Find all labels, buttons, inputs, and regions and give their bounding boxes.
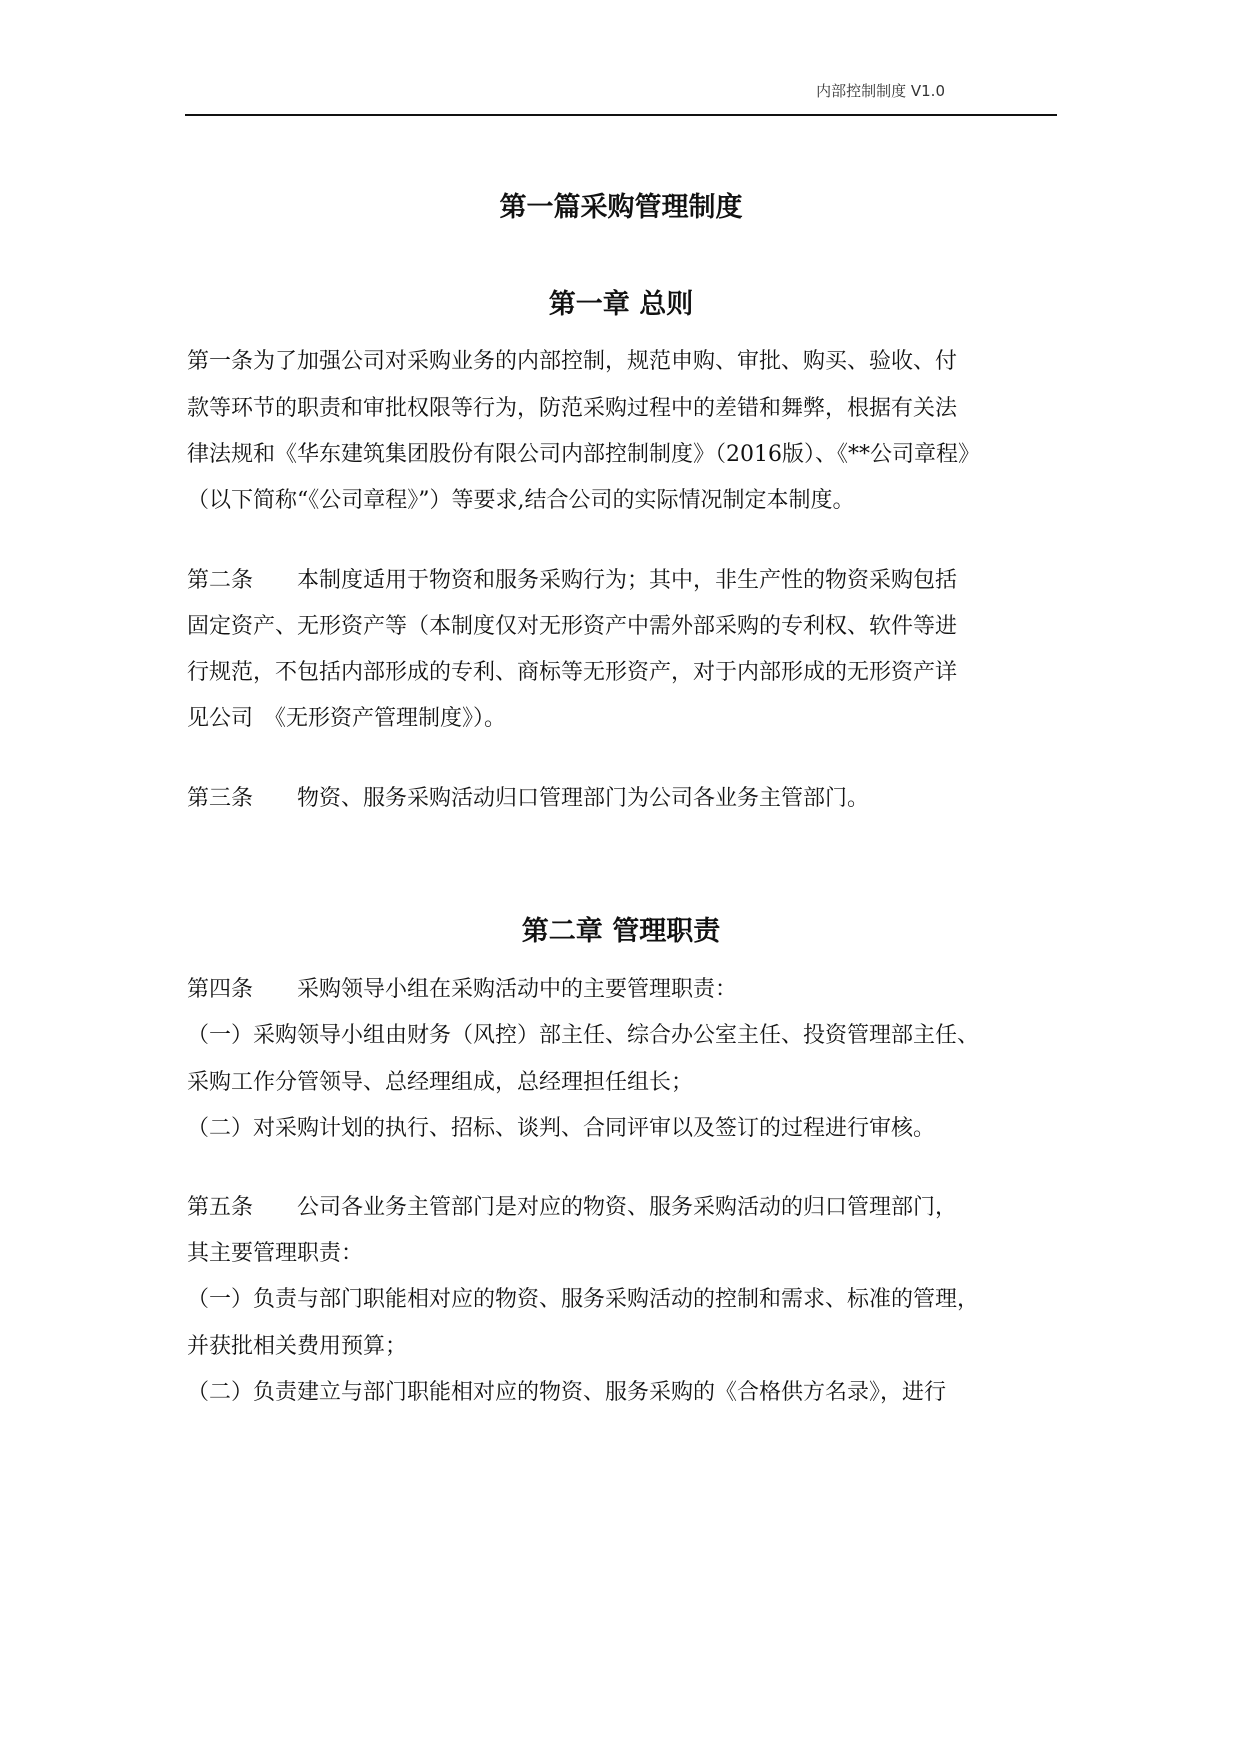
article-1-line-3: 律法规和《华东建筑集团股份有限公司内部控制制度》（2016版）、《**公司章程》 [187,442,980,467]
article-1-line-4: （以下简称“《公司章程》”）等要求,结合公司的实际情况制定本制度。 [187,488,855,513]
article-3-line-1: 第三条 物资、服务采购活动归口管理部门为公司各业务主管部门。 [187,786,870,811]
part-title: 第一篇采购管理制度 [499,192,743,223]
article-1-line-1: 第一条为了加强公司对采购业务的内部控制，规范申购、审批、购买、验收、付 [187,349,958,374]
article-4-item-2: （二）对采购计划的执行、招标、谈判、合同评审以及签订的过程进行审核。 [187,1116,936,1141]
article-4-item-1-line-1: （一）采购领导小组由财务（风控）部主任、综合办公室主任、投资管理部主任、 [187,1023,980,1048]
page-header-text: 内部控制制度 V1.0 [816,82,945,100]
article-2-line-1: 第二条 本制度适用于物资和服务采购行为；其中，非生产性的物资采购包括 [187,568,958,593]
article-4-item-1-line-2: 采购工作分管领导、总经理组成，总经理担任组长； [187,1070,694,1095]
article-2-line-2: 固定资产、无形资产等（本制度仅对无形资产中需外部采购的专利权、软件等进 [187,614,958,639]
article-2-line-3: 行规范，不包括内部形成的专利、商标等无形资产，对于内部形成的无形资产详 [187,660,958,685]
header-rule [185,114,1057,116]
article-5-line-2: 其主要管理职责： [187,1241,364,1266]
article-5-item-1-line-2: 并获批相关费用预算； [187,1334,408,1359]
chapter-2-title: 第二章 管理职责 [521,916,721,947]
article-4-line-1: 第四条 采购领导小组在采购活动中的主要管理职责： [187,977,738,1002]
article-5-item-2-line-1: （二）负责建立与部门职能相对应的物资、服务采购的《合格供方名录》，进行 [187,1380,947,1405]
article-2-line-4: 见公司 《无形资产管理制度》）。 [187,706,507,731]
article-1-line-2: 款等环节的职责和审批权限等行为，防范采购过程中的差错和舞弊，根据有关法 [187,396,958,421]
article-5-item-1-line-1: （一）负责与部门职能相对应的物资、服务采购活动的控制和需求、标准的管理， [187,1287,980,1312]
article-5-line-1: 第五条 公司各业务主管部门是对应的物资、服务采购活动的归口管理部门， [187,1195,958,1220]
chapter-1-title: 第一章 总则 [548,289,694,320]
